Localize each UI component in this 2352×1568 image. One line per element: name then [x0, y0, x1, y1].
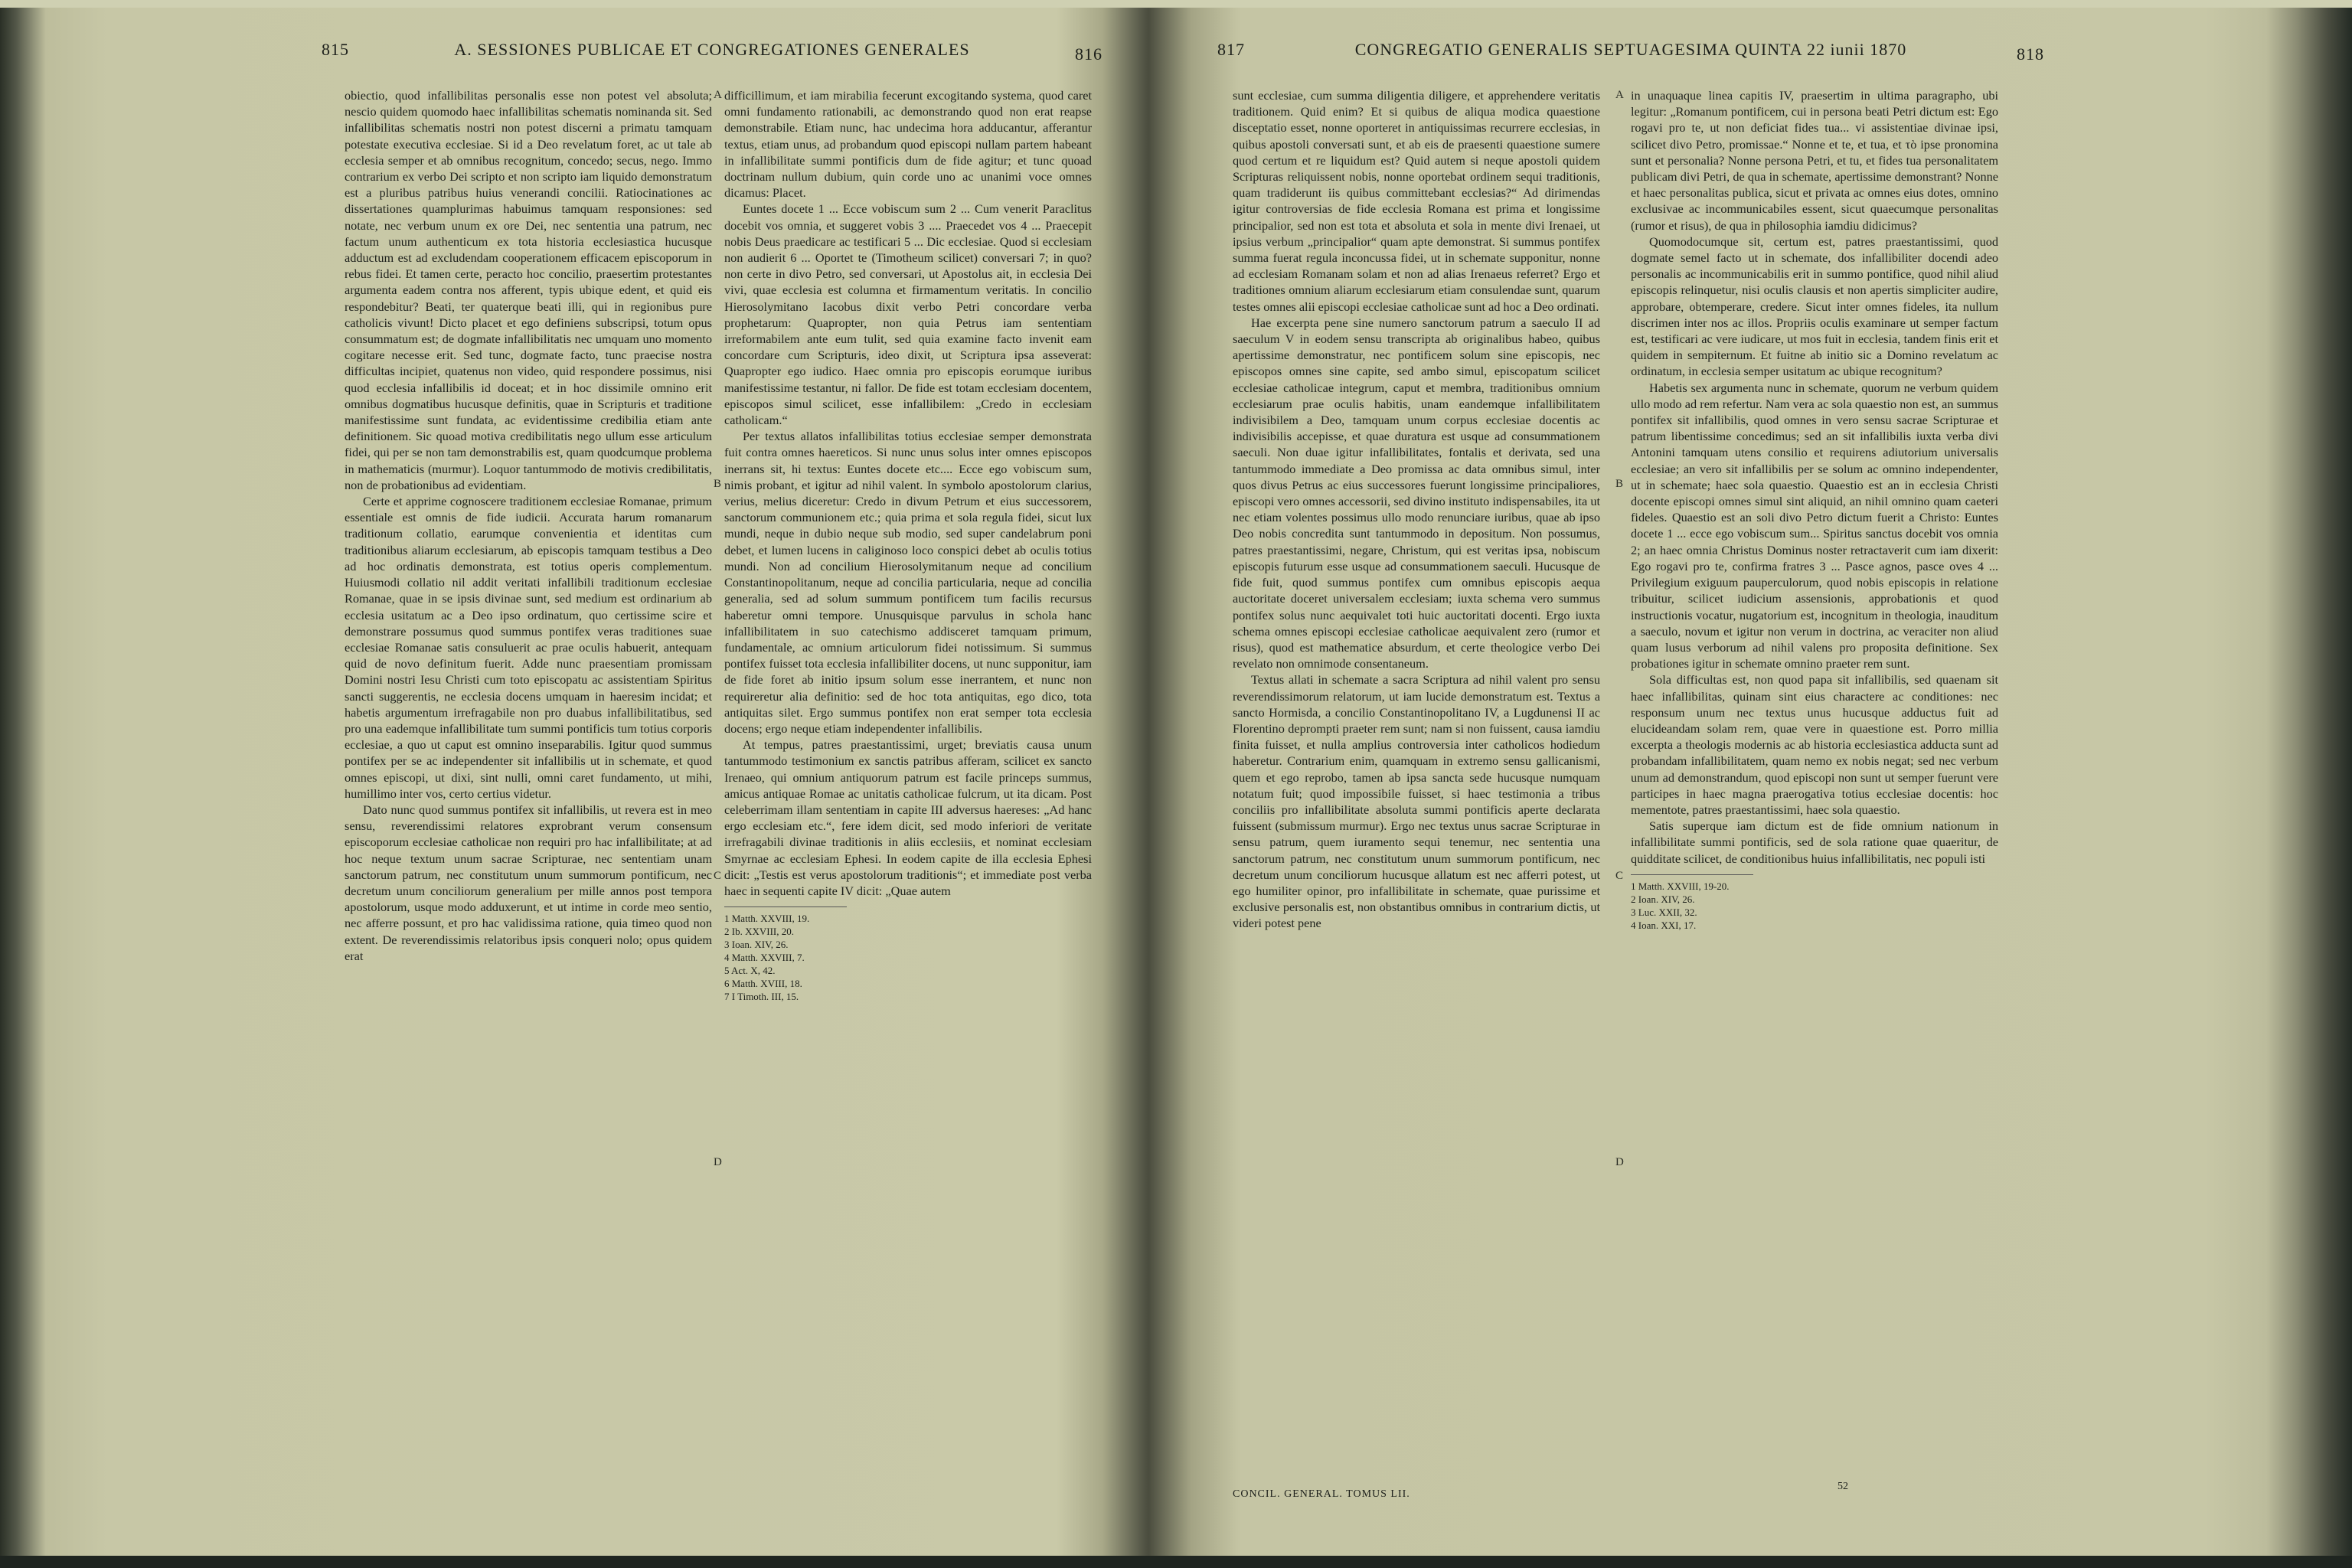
footnote: 2 Ib. XXVIII, 20. [724, 926, 794, 938]
footnote: 2 Ioan. XIV, 26. [1631, 893, 1695, 905]
margin-letter-a: A [714, 89, 722, 101]
page-number-815: 815 [322, 40, 349, 59]
right-page [1217, 26, 2044, 1550]
running-title-right: CONGREGATIO GENERALIS SEPTUAGESIMA QUINTA 22 iunii 1870 [1354, 40, 1907, 59]
top-edge [0, 0, 2352, 8]
left-column-2 [724, 87, 1092, 1003]
paragraph: difficillimum, et iam mirabilia fecerunt excogitando systema, quod caret omni fundamento rationabili, ac demonstrando quod non erat reapse demonstrabile. Etiam nunc, hac undecima hora adducantur, afferantur textus, etiam unus, ad probandum quod episcopi nullam partem habeant in infallibilitate summi pontificis dum de fide agitur; et tunc quoad doctrinam nullum dubium, quin corde uno ac unanimi voce omnes dicamus: Placet. [724, 88, 1092, 201]
footnote: 4 Matth. XXVIII, 7. [724, 952, 805, 964]
paragraph: sunt ecclesiae, cum summa diligentia diligere, et apprehendere veritatis traditionem. Quid enim? Et si quibus de aliqua modica quaestione disceptatio esset, nonne oporteret in antiquissimas recurrere ecclesias, in quibus apostoli conversati sunt, et ab eis de praesenti quaestione sumere quod certum et re liquidum est? Quid autem si neque apostoli quidem Scripturas reliquissent nobis, nonne oportebat ordinem sequi traditionis, quam tradiderunt iis quibus committebant ecclesias?“ Ad dirimendas igitur controversias de fide ecclesia Romana est prima et longissime principalior, sed non est tota et absoluta et sola in mente divi Irenaei, ut ipsius verbum „principalior“ quam apte demonstrat. Si summus pontifex summa fuerat regula inconcussa fidei, ut in schemate supponitur, nonne ad ecclesiam Romanam solam et non ad alias Irenaeus referret? Ergo et traditiones omnium aliarum ecclesiarum etiam consulendae sunt, quarum testes omnes alii episcopi ecclesiae catholicae sunt ad hoc a Deo ordinati. [1233, 88, 1600, 314]
margin-letter-d: D [714, 1156, 722, 1168]
left-page [322, 26, 1102, 1550]
paragraph: Habetis sex argumenta nunc in schemate, quorum ne verbum quidem ullo modo ad rem refertur. Nam vera ac sola quaestio non est, an summus pontifex sit infallibilis, quod omnes in vero sensu sacrae Scripturae et patrum libentissime concedimus; sed an sit infallibilis iuxta verba divi Antonini tamquam utens consilio et requirens adiutorium universalis ecclesiae; an vero sit infallibilis per se solum ac omnino independenter, ut in schemate; haec sola quaestio. Quaestio est an in ecclesia Christi docente episcopi omnes simul sint aliquid, an nihil omnino quam caeteri fideles. Quaestio est an soli divo Petro dictum fuerit a Christo: Euntes docete 1 ... ecce ego vobiscum sum... Spiritus sanctus docebit vos omnia 2; an haec omnia Christus Dominus noster retractaverit cum iam dixerit: Ego rogavi pro te, confirma fratres 3 ... Pasce agnos, pasce oves 4 ... Privilegium exiguum pauperculorum, quod nobis episcopis in relatione tribuitur, scilicet iudicium assensionis, approbationis et quod instructionis vocatur, nugatorium est, incognitum in theologia, inauditum a saeculo, novum et igitur non verum in doctrina, ac veraciter non aliud quam lusus verborum ad nihil valens pro proposita definitione. Sex probationes igitur in schemate omnino praeter rem sunt. [1631, 380, 1998, 671]
paragraph: Certe et apprime cognoscere traditionem ecclesiae Romanae, primum essentiale est omnis de fide iudicii. Accurata harum romanarum traditionum collatio, earumque convenientia et identitas cum traditionibus aliarum ecclesiarum, ab episcopis tamquam testibus a Deo ad hoc ordinatis demonstrata, est totius operis complementum. Huiusmodi collatio nil addit veritati infallibili traditionum ecclesiae Romanae, quae in se ipsis divinae sunt, sed medium est ordinarium ab ecclesia usitatum ac a Deo ipso ordinatum, quo certissime scire et demonstrare possumus quod summus pontifex veras traditiones suae ecclesiae Romanae satis consuluerit ac prae oculis habuerit, antequam quid de novo definitum fuerit. Adde nunc praesentiam promissam Domini nostri Iesu Christi cum toto episcopatu ac assistentiam Spiritus sancti suggerentis, ne ecclesia docens umquam in haeresim incidat; et habetis argumentum irrefragabile non pro duabus infallibilitatibus, sed pro una eademque infallibilitate tum summi pontificis tum totius corporis ecclesiae, a quo ut caput est omnino inseparabilis. Igitur quod summus pontifex per se ac independenter sit infallibilis ut in schemate, et quod omnes episcopi, ut dixi, sint nulli, omni caret fundamento, ut mihi, humillimo inter vos, certo certius videtur. [345, 494, 712, 801]
paragraph: Euntes docete 1 ... Ecce vobiscum sum 2 ... Cum venerit Paraclitus docebit vos omnia, et suggeret vobis 3 .... Praecedet vos 4 ... Praecepit nobis Deus praedicare ac testificari 5 ... Dic ecclesiae. Quod si ecclesiam non audierit 6 ... Oportet te (Timotheum scilicet) conversari 7; in quo? non certe in divo Petro, sed conversari, ut Apostolus ait, in ecclesia Dei vivi, quae ecclesia est columna et firmamentum veritatis. In concilio Hierosolymitano Iacobus dixit verbo Petri concordare verba prophetarum: Quapropter, non quia Petrus iam sententiam irreformabilem ante eum tulit, sed quia examine facto invenit eam concordare cum Scripturis, ideo dixit, ut Scriptura ipsa asseverat: Quapropter ego iudico. Haec omnia pro episcopis eorumque iuribus manifestissime testantur, ni fallor. De fide est totam ecclesiam docentem, episcopos simul scilicet, esse infallibilem: „Credo in ecclesiam catholicam.“ [724, 201, 1092, 428]
paragraph: Dato nunc quod summus pontifex sit infallibilis, ut revera est in meo sensu, reverendissimi relatores exprobrant verum consensum episcoporum ecclesiae catholicae non requiri pro hac infallibilitate; at ad hoc neque textum unum sacrae Scripturae, nec sententiam unam sanctorum patrum, nec constitutum unum summorum pontificum, nec decretum unum conciliorum generalium per mille annos post tempora apostolorum, usque modo adduxerunt, et ut intime in corde meo sentio, nec afferre possunt, et pro hac validissima ratione, quia timeo quod non extent. De reverendissimis relatoribus ipsis conqueri nolo; opus quidem erat [345, 802, 712, 963]
margin-letter-c: C [714, 870, 722, 882]
page-number-816: 816 [1075, 44, 1102, 64]
paragraph: Satis superque iam dictum est de fide omnium nationum in infallibilitate summi pontificis, sed de sola ratione quae quaeritur, de quidditate scilicet, de conditionibus huius infallibilitatis, nec populi isti [1631, 818, 1998, 866]
volume-footer: CONCIL. GENERAL. TOMUS LII. [1233, 1488, 1410, 1500]
right-column-2 [1631, 87, 1998, 932]
paragraph: obiectio, quod infallibilitas personalis esse non potest vel absoluta; nescio quidem quomodo haec infallibilitas schematis nominanda sit. Sed infallibilitas schematis nostri non potest discerni a primatu tamquam potestate executiva ecclesiae. Si id a Deo revelatum foret, ac ut tale ab ecclesia semper et ab omnibus recognitum, concedo; secus, nego. Immo contrarium ex verbo Dei scripto et non scripto iam liquido demonstratum est a pluribus patribus huius venerandi concilii. Ratiocinationes ac dissertationes quamplurimas habuimus tamquam responsiones: sed notate, nec verbum unum ex ore Dei, nec sententia una patrum, nec factum unum authenticum ex tota historia ecclesiastica hucusque adductum est ad excludendam cooperationem efficacem episcoporum in rebus fidei. Et tamen certe, peracto hoc concilio, praesertim protestantes argumenta eadem contra nos afferent, typis ubique edent, et quid eis respondebitur? Beati, ter quaterque beati illi, qui in regionibus pure catholicis vivunt! Dicto placet et ego definiens subscripsi, totum opus consummatum est; de dogmate infallibilitatis nec umquam uno momento cogitare necesse erit. Sed tunc, dogmate facto, tunc praecise nostra difficultas incipiet, quatenus non video, quid respondere possimus, nisi quod ecclesia infallibilis id doceat; et in hoc dissimile omnino erit omnibus dogmatibus hucusque definitis, quae in Scripturis et traditione manifestissime sunt fundata, ac evidentissime credibilia etiam ante definitionem. Sic quoad motiva credibilitatis nego ullum esse articulum fidei, qui per se non tam demonstrabilis est, quam quodcumque problema in mathematicis (murmur). Loquor tantummodo de motivis credibilitatis, non de probationibus ad evidentiam. [345, 88, 712, 492]
footnote: 7 I Timoth. III, 15. [724, 991, 799, 1003]
page-number-818: 818 [2017, 44, 2044, 64]
page-number-817: 817 [1217, 40, 1245, 59]
paragraph: At tempus, patres praestantissimi, urget; breviatis causa unum tantummodo testimonium ex sanctis patribus afferam, scilicet ex sancto Irenaeo, qui omnium antiquorum patrum est facile princeps summus, amicus antiquae Romae ac unitatis catholicae fulcrum, ut ita dicam. Post celeberrimam illam sententiam in capite III adversus haereses: „Ad hanc ergo ecclesiam etc.“, fere idem dicit, sed modo inferiori de veritate irrefragabili divinae traditionis in aliis ecclesiis, et nominat ecclesiam Smyrnae ac ecclesiam Ephesi. In eodem capite de illa ecclesia Ephesi dicit: „Testis est verus apostolorum traditionis“; et immediate post verba haec in sequenti capite IV dicit: „Quae autem [724, 737, 1092, 898]
margin-letter-b: B [1615, 478, 1624, 490]
footnote: 5 Act. X, 42. [724, 965, 776, 977]
paragraph: Per textus allatos infallibilitas totius ecclesiae semper demonstrata fuit contra omnes haereticos. Si nunc unus solus inter omnes episcopos inerrans sit, hi textus: Euntes docete etc.... Ecce ego vobiscum sum, nimis probant, et igitur ad nihil valent. In symbolo apostolorum clarius, verius, melius diceretur: Credo in divum Petrum et eius successorem, sanctorum communionem etc.; quia prima et sola regula fidei, sicut lux mundi, neque in dubio neque sub modio, sed super candelabrum poni debet, et lumen lucens in caliginoso loco conspici debet ab oculis totius mundi. Non ad concilium Hierosolymitanum neque ad concilium Constantinopolitanum, neque ad concilia particularia, neque ad concilia generalia, sed ad solum summum pontificem tum facilis recursus haberetur omni tempore. Unusquisque parvulus in schola hanc infallibilitatem in suo catechismo addisceret tamquam primum, fundamentale, ac omnium articulorum fidei notissimum. Si summus pontifex fuisset tota ecclesia infallibiliter docens, ut nunc supponitur, iam de fide foret ab initio ipsum solum esse inerrantem, et nunc non requireretur alia definitio: sed de hoc tota antiquitas, ego dico, tota antiquitas silet. Ergo summus pontifex non erat semper tota ecclesia docens; ergo neque etiam independenter infallibilis. [724, 429, 1092, 736]
footnotes-right [1631, 874, 1753, 932]
paragraph: Quomodocumque sit, certum est, patres praestantissimi, quod dogmate semel facto ut in schemate, dos infallibiliter docendi adeo personalis ac incommunicabilis erit in summo pontifice, quod nihil aliud episcopis relinquetur, nisi oculis clausis et non apertis simpliciter audire, approbare, obtemperare, credere. Sicut inter omnes fideles, ita nullum discrimen inter nos ac illos. Propriis oculis examinare ut semper factum est, testificari ac vere iudicare, ut mos fuit in ecclesia, tandem finis erit et quidem in sempiternum. Et fuitne ab initio sic a Domino revelatum ac ordinatum, in ecclesia semper usitatum ac ubique recognitum? [1631, 234, 1998, 379]
footnote: 6 Matth. XVIII, 18. [724, 978, 802, 990]
margin-letter-b: B [714, 478, 722, 490]
paragraph: Hae excerpta pene sine numero sanctorum patrum a saeculo II ad saeculum V in eodem sensu transcripta ab originalibus habeo, quibus apertissime demonstratur, nec pontificem solum sine episcopis, nec episcopos omnes sine capite, sed ambo simul, episcopatum scilicet ecclesiae catholicae integrum, caput et membra, traditionibus omnium ecclesiarum prae oculis habitis, unam eandemque infallibilitatem indivisibilem a Deo, tamquam unum corpus ecclesiae docentis ac indivisibilis accepisse, et quae duratura est usque ad consummationem saeculi. Non duae igitur infallibilitates, fontalis et derivata, sed una tantummodo immediate a Deo promissa ac data omnibus simul, inter quos divus Petrus ac eius successores fuerunt longissime principaliores, episcopi vero omnes accessorii, sed divino instituto indispensabiles, ita ut nec etiam volentes possimus ullo modo renunciare iuribus, quae ab ipso Deo nobis concredita sunt tantummodo in depositum. Non possumus, patres praestantissimi, negare, Christum, qui est veritas ipsa, nobiscum episcopis futurum esse usque ad consummationem saeculi. Hucusque de fide fuit, quod summus pontifex cum omnibus episcopis aequa auctoritate doceret universalem ecclesiam; iuxta schema vero summus pontifex solus nunc aequivalet toti huic auctoritati docenti. Ergo iuxta schema omnes episcopi ecclesiae catholicae aequivalent zero (rumor et risus), quod est mathematice absurdum, et certe theologice verbo Dei revelato non omnimode consentaneum. [1233, 315, 1600, 671]
footnote: 4 Ioan. XXI, 17. [1631, 919, 1697, 931]
footnote: 3 Ioan. XIV, 26. [724, 939, 789, 951]
signature-mark: 52 [1838, 1481, 1848, 1492]
footnote: 1 Matth. XXVIII, 19. [724, 913, 810, 925]
margin-letter-d: D [1615, 1156, 1624, 1168]
paragraph: Textus allati in schemate a sacra Scriptura ad nihil valent pro sensu reverendissimorum relatorum, ut iam lucide demonstratum est. Textus a sancto Hormisda, a concilio Constantinopolitano IV, a Lugdunensi II ac Florentino deprompti praeter rem sunt; nam si non fuissent, causa iamdiu finita fuisset, et nulla amplius controversia inter catholicos hodiedum haberetur. Contrarium enim, quamquam in extremo sensu gallicanismi, quem et ego reprobo, tamen ab ipsa sancta sede hucusque numquam notatum fuit; quod impossibile fuisset, si haec testimonia a tribus conciliis pro infallibilitate absoluta summi pontificis aperte declarata fuissent (submissum murmur). Ergo nec textus unus sacrae Scripturae in sensu patrum, quem iuramento sequi tenemur, nec sententia una sanctorum patrum, nec constitutum unum summorum pontificum, nec decretum unum conciliorum hucusque allatum est nec afferri potest, ut ego humiliter opinor, pro infallibilitate in schemate, quae purissime et exclusive personalis est, non obstantibus omnibus in contrarium dictis, ut videri potest pene [1233, 672, 1600, 931]
running-title-left: A. SESSIONES PUBLICAE ET CONGREGATIONES GENERALES [454, 40, 970, 59]
margin-letter-a: A [1615, 89, 1624, 101]
footnotes-left [724, 906, 847, 1003]
paragraph: in unaquaque linea capitis IV, praesertim in ultima paragrapho, ubi legitur: „Romanum pontificem, cui in persona beati Petri dictum est: Ego rogavi pro te, ut non deficiat fides tua... vi assistentiae divinae ipsi, scilicet divo Petro, promissae.“ Nonne et te, et tua, et τὸ ipse pronomina sunt et personalia? Nonne persona Petri, et tu, et fides tua personalitatem publicam divi Petri, de qua in schemate, apertissime demonstrant? Nonne et haec personalitas publica, sicut et privata ac omnes eius dotes, omnino exclusivae ac incommunicabiles essent, sicut quaecumque personalitas (rumor et risus), de qua in philosophia iamdiu didicimus? [1631, 88, 1998, 233]
margin-letter-c: C [1615, 870, 1624, 882]
footnote: 1 Matth. XXVIII, 19-20. [1631, 880, 1730, 892]
right-column-1 [1233, 87, 1600, 932]
left-column-1 [345, 87, 712, 964]
paragraph: Sola difficultas est, non quod papa sit infallibilis, sed quaenam sit haec infallibilitas, quinam sint eius charactere ac conditiones: nec responsum unum nec textus unus hucusque adductus fuit ad elucideandam solam rem, quae vere in quaestione est. Porro millia excerpta a theologis modernis ac ab historia ecclesiastica adducta sunt ad probandam infallibilitatem, quam nemo ex nobis negat; sed nec verbum unum ad demonstrandum, quod episcopi non sunt ut semper fuerunt vere participes in haec magna praerogativa totius ecclesiae docentis: hoc mementote, patres praestantissimi, haec sola quaestio. [1631, 672, 1998, 817]
left-running-head [322, 40, 1102, 70]
footnote: 3 Luc. XXII, 32. [1631, 906, 1697, 918]
bottom-edge [0, 1556, 2352, 1568]
right-running-head [1217, 40, 2044, 70]
